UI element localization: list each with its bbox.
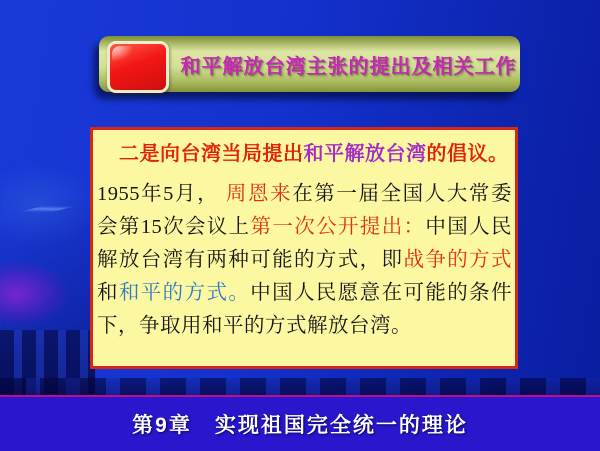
content-heading (97, 139, 512, 169)
text-segment: 周恩来 (225, 183, 293, 205)
text-segment: 战争的方式 (403, 249, 513, 271)
red-flag-icon (107, 41, 169, 93)
title-bar (99, 36, 520, 92)
text-segment: 1955年5月， (97, 183, 226, 205)
content-box (90, 127, 518, 369)
slide-title: 和平解放台湾主张的提出及相关工作 (180, 55, 517, 78)
text-segment: 和平解放台湾 (303, 143, 427, 165)
chapter-title: 第9章 实现祖国完全统一的理论 (132, 414, 468, 437)
content-paragraph (97, 178, 512, 343)
text-segment: 二是向台湾当局提出 (119, 143, 304, 165)
background-photo-edge (0, 378, 600, 395)
text-segment: 的倡议。 (426, 143, 509, 165)
text-segment: 第一次公开提出： (250, 216, 426, 238)
text-segment: 和平的方式。 (118, 282, 251, 304)
text-segment: 中国人民愿意在可能的条件下，争取用和平的方式解放台湾。 (97, 282, 513, 337)
flag-gloss-highlight (112, 46, 134, 62)
text-segment: 中国人民解放台湾有两种可能的方式，即 (97, 216, 513, 271)
text-segment: 在第一届全国人大常委会第15次会议上 (97, 183, 513, 238)
text-segment: 和 (97, 282, 119, 304)
footer-bar (0, 395, 600, 451)
